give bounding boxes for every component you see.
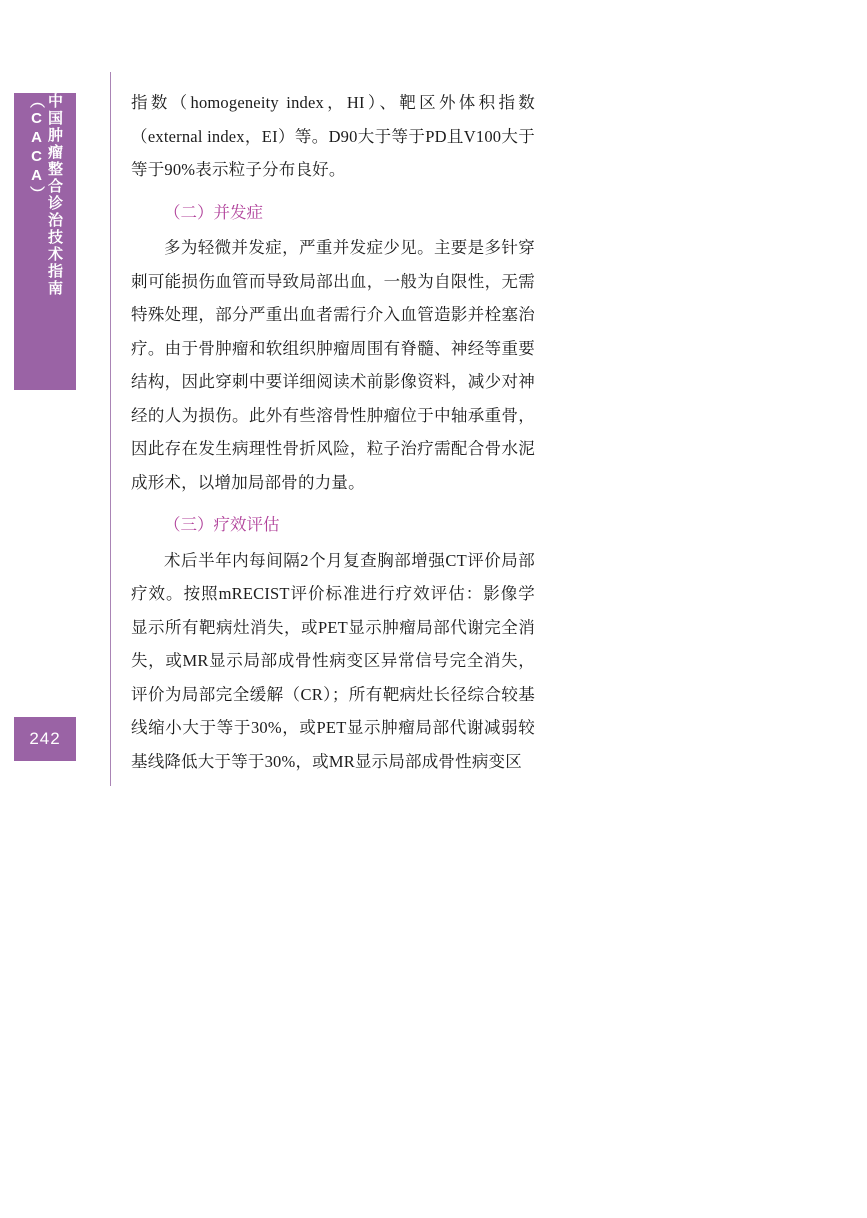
text-column: [131, 86, 535, 778]
paragraph: 指数（homogeneity index，HI）、靶区外体积指数（external index，EI）等。D90大于等于PD且V100大于等于90%表示粒子分布良好。: [131, 93, 535, 179]
paragraph: 术后半年内每间隔2个月复查胸部增强CT评价局部疗效。按照mRECIST评价标准进行疗效评估：影像学显示所有靶病灶消失，或PET显示肿瘤局部代谢完全消失，或MR显示局部成骨性病变区异常信号完全消失，评价为局部完全缓解（CR）；所有靶病灶长径综合较基线缩小大于等于30%，或PET显示肿瘤局部代谢减弱较基线降低大于等于30%，或MR显示局部成骨性病变区: [131, 550, 535, 771]
column-rule: [110, 72, 111, 786]
running-title-text: 中国肿瘤整合诊治技术指南（CACA）: [28, 93, 63, 297]
section-heading-2: （三）疗效评估: [164, 515, 280, 534]
running-title-tab: [14, 93, 76, 390]
paragraph: 多为轻微并发症，严重并发症少见。主要是多针穿刺可能损伤血管而导致局部出血，一般为自限性，无需特殊处理，部分严重出血者需行介入血管造影并栓塞治疗。由于骨肿瘤和软组织肿瘤周围有脊髓、神经等重要结构，因此穿刺中要详细阅读术前影像资料，减少对神经的人为损伤。此外有些溶骨性肿瘤位于中轴承重骨，因此存在发生病理性骨折风险，粒子治疗需配合骨水泥成形术，以增加局部骨的力量。: [131, 238, 535, 492]
page-number-badge: 242: [14, 717, 76, 761]
section-heading-1: （二）并发症: [164, 202, 263, 222]
